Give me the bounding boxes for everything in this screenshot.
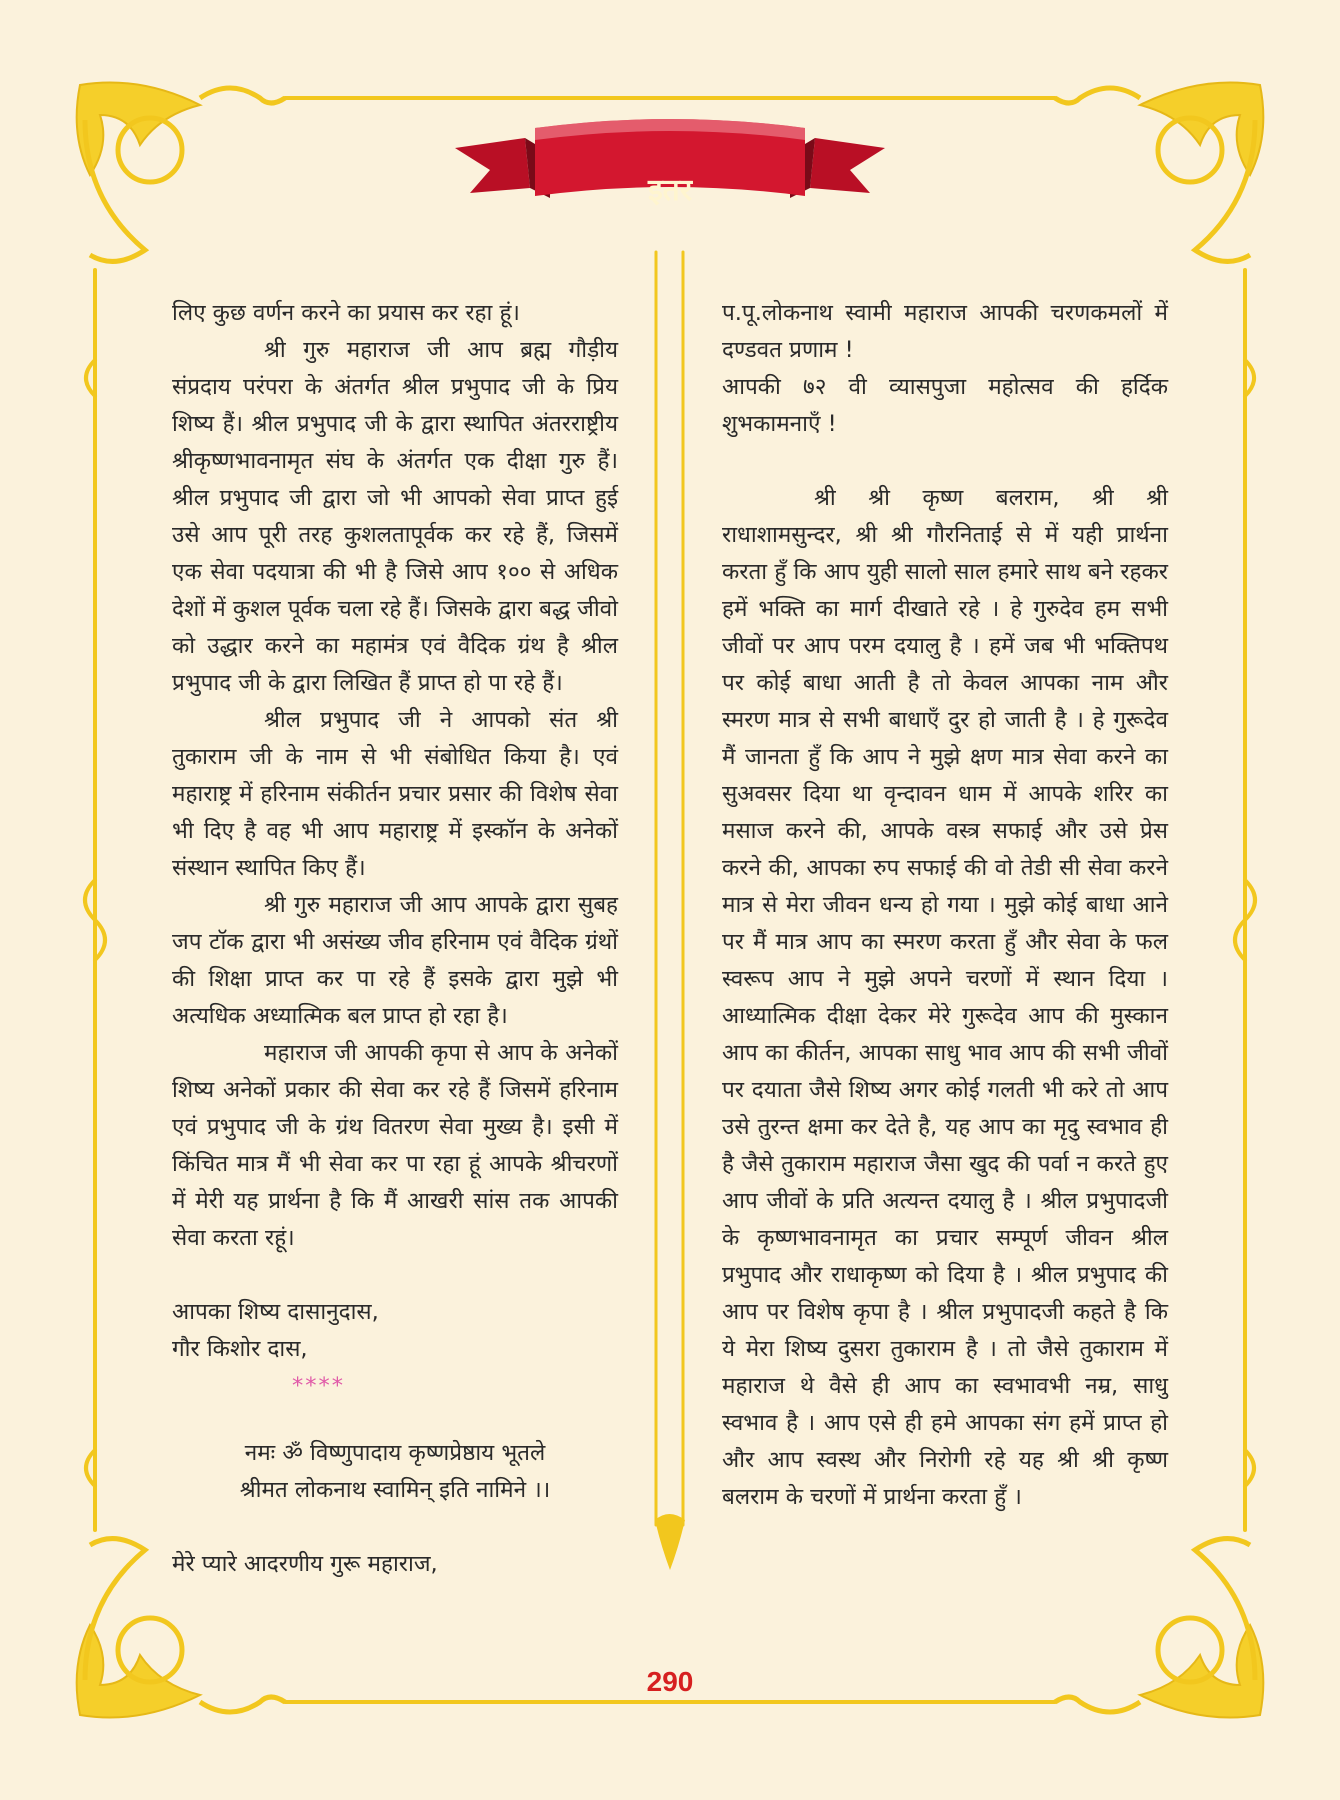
salutation: मेरे प्यारे आदरणीय गुरू महाराज, xyxy=(172,1551,438,1577)
paragraph: श्री श्री कृष्ण बलराम, श्री श्री राधाशामसुन्दर, श्री श्री गौरनिताई से में यही प्रार्थना करता हुँ कि आप युही सालो साल हमारे साथ बने रहकर हमें भक्ति का मार्ग दीखाते रहे । हे गुरुदेव हम सभी जीवों पर आप परम दयालु है । हमें जब भी भक्तिपथ पर कोई बाधा आती है तो केवल आपका नाम और स्मरण मात्र से सभी बाधाएँ दुर हो जाती है । हे गुरूदेव मैं जानता हुँ कि आप ने मुझे क्षण मात्र सेवा करने का सुअवसर दिया था वृन्दावन धाम में आपके शरिर का मसाज करने की, आपके वस्त्र सफाई और उसे प्रेस करने की, आपका रुप सफाई की वो तेडी सी सेवा करने मात्र से मेरा जीवन धन्य हो गया । मुझे कोई बाधा आने पर मैं मात्र आप का स्मरण करता हुँ और सेवा के फल स्वरूप आप ने मुझे अपने चरणों में स्थान दिया । आध्यात्मिक दीक्षा देकर मेरे गुरूदेव आप की मुस्कान आप का कीर्तन, आपका साधु भाव आप की सभी जीवों पर दयाता जैसे शिष्य अगर कोई गलती भी करे तो आप उसे तुरन्त क्षमा कर देते है, यह आप का मृदु स्वभाव ही है जैसे तुकाराम महाराज जैसा खुद की पर्वा न करते हुए आप जीवों के प्रति अत्यन्त दयालु है । श्रील प्रभुपादजी के कृष्णभावनामृत का प्रचार सम्पूर्ण जीवन श्रील प्रभुपाद और राधाकृष्ण को दिया है । श्रील प्रभुपाद की आप पर विशेष कृपा है । श्रील प्रभुपादजी कहते है कि ये मेरा शिष्य दुसरा तुकाराम है । तो जैसे तुकाराम में महाराज थे वैसे ही आप का स्वभावभी नम्र, साधु स्वभाव है । आप एसे ही हमे आपका संग हमें प्राप्त हो और आप स्वस्थ और निरोगी रहे यह श्री श्री कृष्ण बलराम के चरणों में प्रार्थना करता हुँ । xyxy=(722,485,1168,1510)
paragraph: महाराज जी आपकी कृपा से आप के अनेकों शिष्य अनेकों प्रकार की सेवा कर रहे हैं जिसमें हरिनाम एवं प्रभुपाद जी के ग्रंथ वितरण सेवा मुख्य है। इसी में किंचित मात्र मैं भी सेवा कर पा रहा हूं आपके श्रीचरणों में मेरी यह प्रार्थना है कि मैं आखरी सांस तक आपकी सेवा करता रहूं। xyxy=(172,1040,618,1251)
page-number: 290 xyxy=(646,1666,694,1697)
shloka-line: श्रीमत लोकनाथ स्वामिन् इति नामिने ।। xyxy=(239,1477,551,1503)
section-title: इतर xyxy=(647,173,693,208)
right-column xyxy=(722,295,1168,1516)
separator-stars: **** xyxy=(292,1373,345,1399)
signature-line: आपका शिष्य दासानुदास, xyxy=(172,1299,379,1325)
paragraph: लिए कुछ वर्णन करने का प्रयास कर रहा हूं। xyxy=(172,300,520,326)
paragraph: श्री गुरु महाराज जी आप ब्रह्म गौड़ीय संप्रदाय परंपरा के अंतर्गत श्रील प्रभुपाद जी के प्रिय शिष्य हैं। श्रील प्रभुपाद जी के द्वारा स्थापित अंतरराष्ट्रीय श्रीकृष्णभावनामृत संघ के अंतर्गत एक दीक्षा गुरु हैं। श्रील प्रभुपाद जी द्वारा जो भी आपको सेवा प्राप्त हुई उसे आप पूरी तरह कुशलतापूर्वक कर रहे हैं, जिसमें एक सेवा पदयात्रा की भी है जिसे आप १०० से अधिक देशों में कुशल पूर्वक चला रहे हैं। जिसके द्वारा बद्ध जीवो को उद्धार करने का महामंत्र एवं वैदिक ग्रंथ है श्रील प्रभुपाद जी के द्वारा लिखित हैं प्राप्त हो पा रहे हैं। xyxy=(172,337,618,696)
signature-name: गौर किशोर दास, xyxy=(172,1336,308,1362)
paragraph: श्री गुरु महाराज जी आप आपके द्वारा सुबह जप टॉक द्वारा भी असंख्य जीव हरिनाम एवं वैदिक ग्रंथों की शिक्षा प्राप्त कर पा रहे हैं इसके द्वारा मुझे भी अत्यधिक अध्यात्मिक बल प्राप्त हो रहा है। xyxy=(172,892,618,1029)
left-column xyxy=(172,295,618,1583)
paragraph: आपकी ७२ वी व्यासपुजा महोत्सव की हर्दिक शुभकामनाएँ ! xyxy=(722,374,1168,437)
paragraph: श्रील प्रभुपाद जी ने आपको संत श्री तुकाराम जी के नाम से भी संबोधित किया है। एवं महाराष्ट्र में हरिनाम संकीर्तन प्रचार प्रसार की विशेष सेवा भी दिए है वह भी आप महाराष्ट्र में इस्कॉन के अनेकों संस्थान स्थापित किए हैं। xyxy=(172,707,618,881)
shloka-line: नमः ॐ विष्णुपादाय कृष्णप्रेष्ठाय भूतले xyxy=(244,1440,546,1466)
paragraph: प.पू.लोकनाथ स्वामी महाराज आपकी चरणकमलों में दण्डवत प्रणाम ! xyxy=(722,300,1168,363)
